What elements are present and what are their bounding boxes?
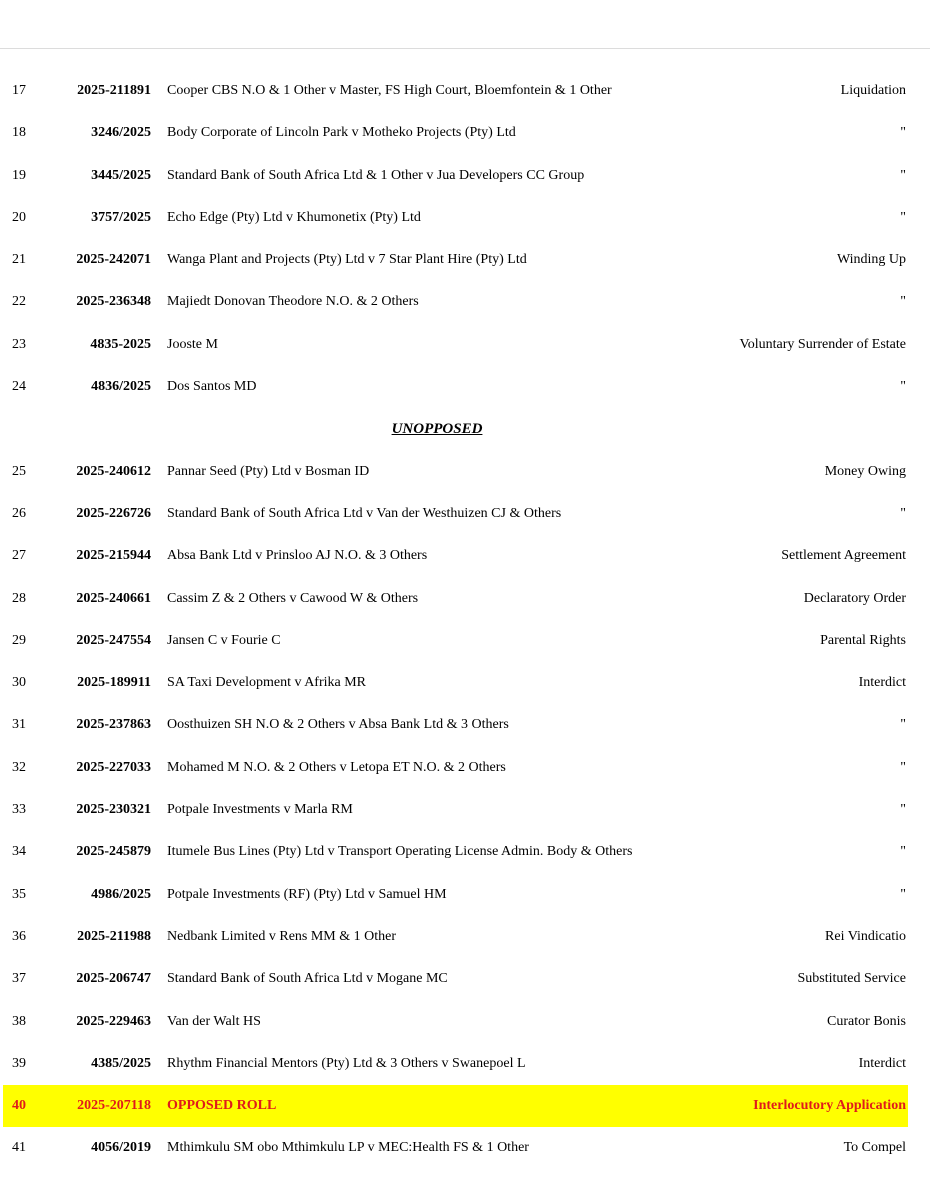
case-parties: Wanga Plant and Projects (Pty) Ltd v 7 Star Plant Hire (Pty) Ltd (167, 252, 527, 268)
roll-row (0, 958, 930, 1000)
roll-row (0, 197, 930, 239)
case-number: 2025-215944 (76, 548, 151, 564)
row-number: 25 (12, 463, 26, 479)
case-parties: Oosthuizen SH N.O & 2 Others v Absa Bank Ltd & 3 Others (167, 717, 509, 733)
roll-row (0, 578, 930, 620)
court-roll (0, 70, 930, 1170)
case-number: 4986/2025 (91, 886, 151, 902)
case-parties: Jansen C v Fourie C (167, 632, 281, 648)
roll-rows-before (0, 70, 930, 408)
case-number: 4836/2025 (91, 379, 151, 395)
row-number: 24 (12, 379, 26, 395)
case-nature: Substituted Service (797, 971, 906, 987)
case-nature: " (900, 209, 906, 225)
case-number: 2025-245879 (76, 844, 151, 860)
row-number: 21 (12, 252, 26, 268)
case-number: 2025-242071 (76, 252, 151, 268)
row-number: 33 (12, 802, 26, 818)
row-number: 30 (12, 675, 26, 691)
case-parties: Absa Bank Ltd v Prinsloo AJ N.O. & 3 Others (167, 548, 428, 564)
roll-row (0, 281, 930, 323)
roll-row (0, 324, 930, 366)
case-number: 2025-247554 (76, 632, 151, 648)
roll-row (0, 366, 930, 408)
roll-row-highlighted (3, 1085, 908, 1127)
case-number: 4835-2025 (90, 336, 151, 352)
section-heading-unopposed: UNOPPOSED (391, 421, 483, 438)
case-number: 3757/2025 (91, 209, 151, 225)
case-parties: Jooste M (167, 336, 218, 352)
case-parties: Body Corporate of Lincoln Park v Motheko Projects (Pty) Ltd (167, 125, 516, 141)
roll-row (0, 620, 930, 662)
roll-row (0, 112, 930, 154)
roll-row (0, 916, 930, 958)
case-number: 2025-229463 (76, 1013, 151, 1029)
roll-row (0, 1127, 930, 1169)
row-number: 29 (12, 632, 26, 648)
case-number: 2025-240661 (76, 590, 151, 606)
case-nature: " (900, 802, 906, 818)
case-parties: Rhythm Financial Mentors (Pty) Ltd & 3 Others v Swanepoel L (167, 1055, 526, 1071)
case-parties: Standard Bank of South Africa Ltd v Van der Westhuizen CJ & Others (167, 505, 562, 521)
roll-rows-unopposed (0, 451, 930, 1085)
roll-row (0, 535, 930, 577)
roll-row (0, 1001, 930, 1043)
case-nature: Liquidation (840, 83, 906, 98)
roll-row (0, 789, 930, 831)
roll-row (0, 747, 930, 789)
page-top-divider (0, 48, 930, 49)
case-nature: " (900, 505, 906, 521)
case-number: 2025-240612 (76, 463, 151, 479)
case-nature: Settlement Agreement (781, 548, 906, 564)
case-number: 2025-206747 (76, 971, 151, 987)
case-nature: To Compel (843, 1140, 906, 1156)
case-number: 2025-211891 (77, 83, 151, 98)
case-nature: Voluntary Surrender of Estate (739, 336, 906, 352)
case-parties: Nedbank Limited v Rens MM & 1 Other (167, 928, 397, 944)
case-number: 2025-226726 (76, 505, 151, 521)
roll-row (0, 874, 930, 916)
case-parties: Cassim Z & 2 Others v Cawood W & Others (167, 590, 419, 606)
row-number: 22 (12, 294, 26, 310)
case-parties: Dos Santos MD (167, 379, 257, 395)
case-parties: OPPOSED ROLL (167, 1098, 277, 1114)
row-number: 27 (12, 548, 26, 564)
row-number: 36 (12, 928, 26, 944)
case-number: 4385/2025 (91, 1055, 151, 1071)
case-nature: " (900, 294, 906, 310)
case-number: 4056/2019 (91, 1140, 151, 1156)
case-nature: Parental Rights (820, 632, 906, 648)
case-parties: Mthimkulu SM obo Mthimkulu LP v MEC:Health FS & 1 Other (167, 1140, 529, 1156)
case-nature: " (900, 717, 906, 733)
roll-row (0, 493, 930, 535)
row-number: 26 (12, 505, 26, 521)
roll-row (0, 662, 930, 704)
row-number: 20 (12, 209, 26, 225)
case-number: 2025-237863 (76, 717, 151, 733)
roll-row (0, 239, 930, 281)
case-parties: Cooper CBS N.O & 1 Other v Master, FS High Court, Bloemfontein & 1 Other (167, 83, 612, 98)
row-number: 38 (12, 1013, 26, 1029)
case-number: 2025-211988 (77, 928, 151, 944)
case-parties: Majiedt Donovan Theodore N.O. & 2 Others (167, 294, 419, 310)
case-nature: " (900, 844, 906, 860)
case-number: 2025-236348 (76, 294, 151, 310)
case-nature: " (900, 759, 906, 775)
case-number: 2025-207118 (77, 1098, 151, 1114)
case-parties: Echo Edge (Pty) Ltd v Khumonetix (Pty) Ltd (167, 209, 421, 225)
roll-row (0, 704, 930, 746)
case-nature: Rei Vindicatio (825, 928, 906, 944)
row-number: 31 (12, 717, 26, 733)
case-parties: Pannar Seed (Pty) Ltd v Bosman ID (167, 463, 370, 479)
case-number: 2025-230321 (76, 802, 151, 818)
case-parties: Van der Walt HS (167, 1013, 261, 1029)
case-number: 2025-227033 (76, 759, 151, 775)
case-number: 3445/2025 (91, 167, 151, 183)
row-number: 37 (12, 971, 26, 987)
row-number: 18 (12, 125, 26, 141)
row-number: 17 (12, 83, 26, 98)
case-nature: " (900, 167, 906, 183)
roll-row (0, 831, 930, 873)
case-parties: Potpale Investments (RF) (Pty) Ltd v Samuel HM (167, 886, 447, 902)
row-number: 35 (12, 886, 26, 902)
roll-row (0, 70, 930, 112)
row-number: 23 (12, 336, 26, 352)
roll-row (0, 451, 930, 493)
row-number: 40 (12, 1098, 26, 1114)
case-parties: Standard Bank of South Africa Ltd & 1 Other v Jua Developers CC Group (167, 167, 585, 183)
row-number: 34 (12, 844, 26, 860)
case-parties: Itumele Bus Lines (Pty) Ltd v Transport Operating License Admin. Body & Others (167, 844, 633, 860)
case-parties: Potpale Investments v Marla RM (167, 802, 353, 818)
case-number: 2025-189911 (77, 675, 151, 691)
case-nature: " (900, 379, 906, 395)
case-number: 3246/2025 (91, 125, 151, 141)
case-nature: Curator Bonis (827, 1013, 906, 1029)
case-parties: SA Taxi Development v Afrika MR (167, 675, 367, 691)
case-nature: Interdict (858, 675, 906, 691)
case-nature: Money Owing (824, 463, 906, 479)
row-number: 28 (12, 590, 26, 606)
case-nature: Declaratory Order (803, 590, 906, 606)
row-number: 32 (12, 759, 26, 775)
case-nature: Interlocutory Application (753, 1098, 906, 1114)
row-number: 41 (12, 1140, 26, 1156)
case-parties: Mohamed M N.O. & 2 Others v Letopa ET N.O. & 2 Others (167, 759, 506, 775)
row-number: 19 (12, 167, 26, 183)
case-nature: " (900, 125, 906, 141)
roll-row (0, 155, 930, 197)
case-parties: Standard Bank of South Africa Ltd v Mogane MC (167, 971, 448, 987)
case-nature: " (900, 886, 906, 902)
row-number: 39 (12, 1055, 26, 1071)
case-nature: Interdict (858, 1055, 906, 1071)
roll-row (0, 1043, 930, 1085)
case-nature: Winding Up (836, 252, 906, 268)
